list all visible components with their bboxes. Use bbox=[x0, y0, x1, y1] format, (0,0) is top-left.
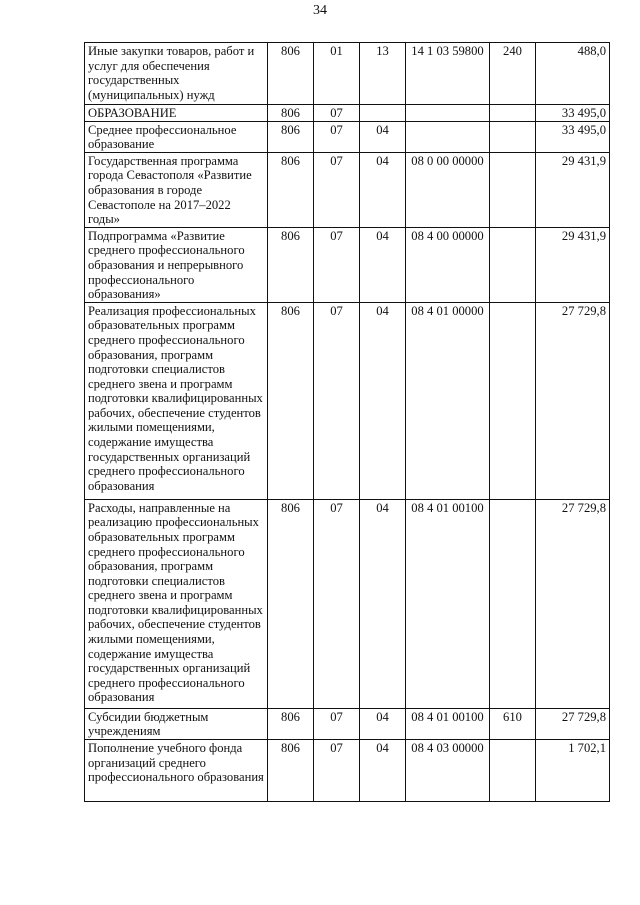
expense-type-code bbox=[490, 499, 536, 708]
row-name: Государственная программа города Севастополя «Развитие образования в городе Севастополе на 2017–2022 годы» bbox=[85, 152, 268, 227]
section-code: 07 bbox=[314, 708, 360, 739]
budget-table-body bbox=[85, 43, 610, 802]
subsection-code: 04 bbox=[360, 152, 406, 227]
expense-type-code: 240 bbox=[490, 43, 536, 105]
target-article-code: 08 4 01 00100 bbox=[406, 499, 490, 708]
section-code: 07 bbox=[314, 739, 360, 801]
target-article-code: 14 1 03 59800 bbox=[406, 43, 490, 105]
scan-edge-mark bbox=[633, 300, 637, 380]
amount: 29 431,9 bbox=[536, 227, 610, 302]
amount: 1 702,1 bbox=[536, 739, 610, 801]
table-row bbox=[85, 227, 610, 302]
amount: 488,0 bbox=[536, 43, 610, 105]
section-code: 07 bbox=[314, 152, 360, 227]
row-name: Пополнение учебного фонда организаций среднего профессионального образования bbox=[85, 739, 268, 801]
target-article-code: 08 0 00 00000 bbox=[406, 152, 490, 227]
row-name: Субсидии бюджетным учреждениям bbox=[85, 708, 268, 739]
budget-table bbox=[84, 42, 610, 802]
target-article-code bbox=[406, 121, 490, 152]
table-row bbox=[85, 739, 610, 801]
table-row bbox=[85, 43, 610, 105]
target-article-code: 08 4 01 00100 bbox=[406, 708, 490, 739]
amount: 33 495,0 bbox=[536, 105, 610, 122]
amount: 27 729,8 bbox=[536, 302, 610, 499]
expense-type-code bbox=[490, 227, 536, 302]
subsection-code bbox=[360, 105, 406, 122]
ministry-code: 806 bbox=[268, 227, 314, 302]
table-row bbox=[85, 302, 610, 499]
subsection-code: 04 bbox=[360, 302, 406, 499]
subsection-code: 04 bbox=[360, 708, 406, 739]
amount: 33 495,0 bbox=[536, 121, 610, 152]
expense-type-code: 610 bbox=[490, 708, 536, 739]
section-code: 07 bbox=[314, 105, 360, 122]
ministry-code: 806 bbox=[268, 499, 314, 708]
section-code: 07 bbox=[314, 227, 360, 302]
table-row bbox=[85, 152, 610, 227]
ministry-code: 806 bbox=[268, 152, 314, 227]
expense-type-code bbox=[490, 121, 536, 152]
table-row bbox=[85, 105, 610, 122]
section-code: 01 bbox=[314, 43, 360, 105]
table-row bbox=[85, 708, 610, 739]
section-code: 07 bbox=[314, 302, 360, 499]
row-name: Подпрограмма «Развитие среднего профессионального образования и непрерывного профессионального образования» bbox=[85, 227, 268, 302]
page-number: 34 bbox=[313, 3, 327, 18]
row-name: Среднее профессиональное образование bbox=[85, 121, 268, 152]
expense-type-code bbox=[490, 105, 536, 122]
target-article-code: 08 4 01 00000 bbox=[406, 302, 490, 499]
subsection-code: 04 bbox=[360, 499, 406, 708]
row-name: Расходы, направленные на реализацию профессиональных образовательных программ среднего профессионального образования, программ подготовки специалистов среднего звена и программ подготовки квалифицированных рабочих, обеспечение студентов жилыми помещениями, содержание имущества государственных организаций среднего профессионального образования bbox=[85, 499, 268, 708]
subsection-code: 04 bbox=[360, 739, 406, 801]
section-code: 07 bbox=[314, 499, 360, 708]
ministry-code: 806 bbox=[268, 739, 314, 801]
ministry-code: 806 bbox=[268, 43, 314, 105]
table-row bbox=[85, 499, 610, 708]
subsection-code: 04 bbox=[360, 121, 406, 152]
row-name: Реализация профессиональных образовательных программ среднего профессионального образования, программ подготовки специалистов среднего звена и программ подготовки квалифицированных рабочих, обеспечение студентов жилыми помещениями, содержание имущества государственных организаций среднего профессионального образования bbox=[85, 302, 268, 499]
target-article-code: 08 4 00 00000 bbox=[406, 227, 490, 302]
section-code: 07 bbox=[314, 121, 360, 152]
amount: 27 729,8 bbox=[536, 499, 610, 708]
amount: 29 431,9 bbox=[536, 152, 610, 227]
expense-type-code bbox=[490, 302, 536, 499]
expense-type-code bbox=[490, 152, 536, 227]
ministry-code: 806 bbox=[268, 302, 314, 499]
target-article-code bbox=[406, 105, 490, 122]
ministry-code: 806 bbox=[268, 105, 314, 122]
row-name: Иные закупки товаров, работ и услуг для обеспечения государственных (муниципальных) нужд bbox=[85, 43, 268, 105]
expense-type-code bbox=[490, 739, 536, 801]
target-article-code: 08 4 03 00000 bbox=[406, 739, 490, 801]
row-name: ОБРАЗОВАНИЕ bbox=[85, 105, 268, 122]
ministry-code: 806 bbox=[268, 708, 314, 739]
ministry-code: 806 bbox=[268, 121, 314, 152]
table-row bbox=[85, 121, 610, 152]
subsection-code: 04 bbox=[360, 227, 406, 302]
subsection-code: 13 bbox=[360, 43, 406, 105]
amount: 27 729,8 bbox=[536, 708, 610, 739]
